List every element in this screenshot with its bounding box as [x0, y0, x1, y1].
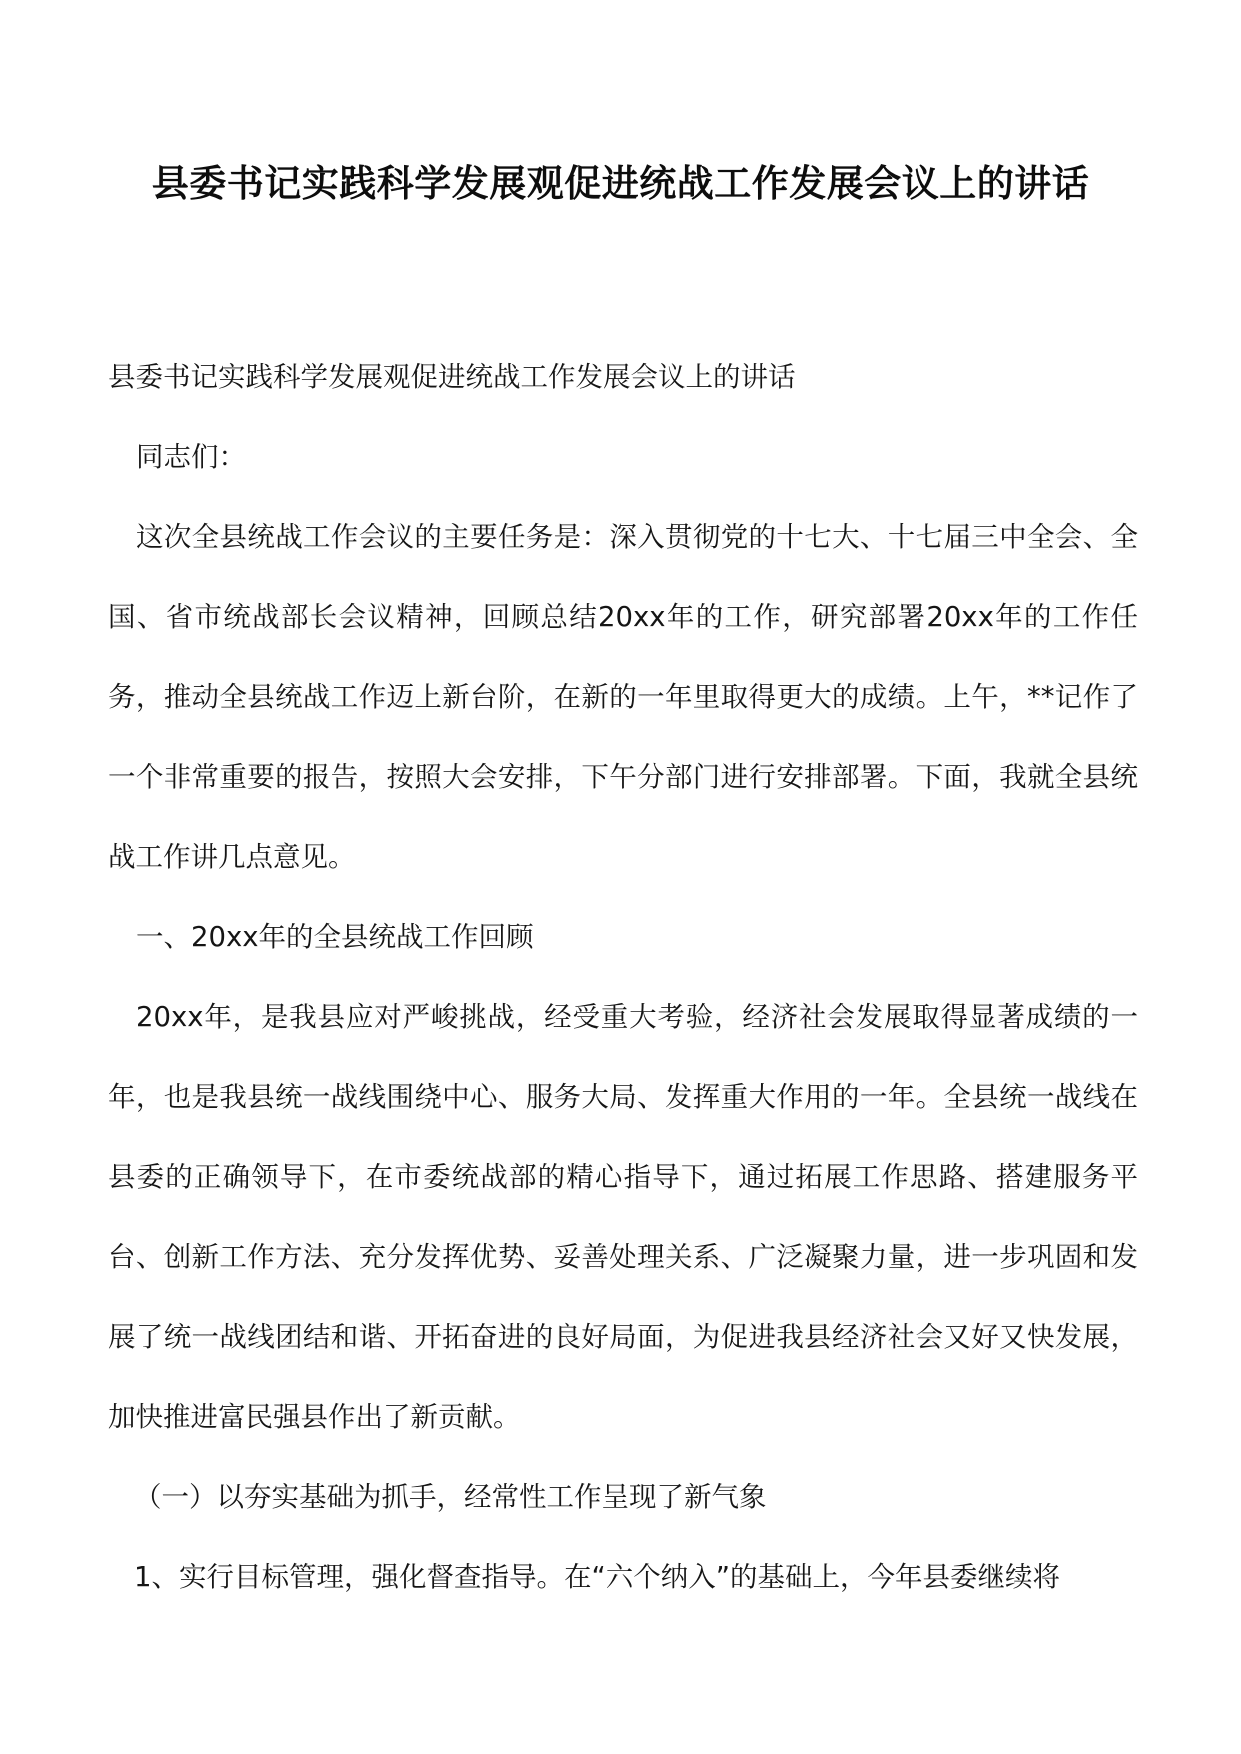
section-heading: 一、20xx年的全县统战工作回顾 [136, 921, 534, 953]
document-body [108, 337, 1138, 1617]
salutation-paragraph: 同志们： [136, 441, 246, 473]
item-paragraph: 1、实行目标管理，强化督查指导。在“六个纳入”的基础上，今年县委继续将 [134, 1561, 1060, 1593]
intro-paragraph: 这次全县统战工作会议的主要任务是：深入贯彻党的十七大、十七届三中全会、全国、省市统战部长会议精神，回顾总结20xx年的工作，研究部署20xx年的工作任务，推动全县统战工作迈上新台阶，在新的一年里取得更大的成绩。上午，**记作了一个非常重要的报告，按照大会安排，下午分部门进行安排部署。下面，我就全县统战工作讲几点意见。 [108, 521, 1138, 873]
document-title: 县委书记实践科学发展观促进统战工作发展会议上的讲话 [151, 161, 1090, 205]
subsection-heading: （一）以夯实基础为抓手，经常性工作呈现了新气象 [134, 1481, 767, 1513]
review-paragraph: 20xx年，是我县应对严峻挑战，经受重大考验，经济社会发展取得显著成绩的一年，也是我县统一战线围绕中心、服务大局、发挥重大作用的一年。全县统一战线在县委的正确领导下，在市委统战部的精心指导下，通过拓展工作思路、搭建服务平台、创新工作方法、充分发挥优势、妥善处理关系、广泛凝聚力量，进一步巩固和发展了统一战线团结和谐、开拓奋进的良好局面，为促进我县经济社会又好又快发展，加快推进富民强县作出了新贡献。 [108, 1001, 1138, 1433]
subtitle-paragraph: 县委书记实践科学发展观促进统战工作发展会议上的讲话 [108, 361, 796, 393]
